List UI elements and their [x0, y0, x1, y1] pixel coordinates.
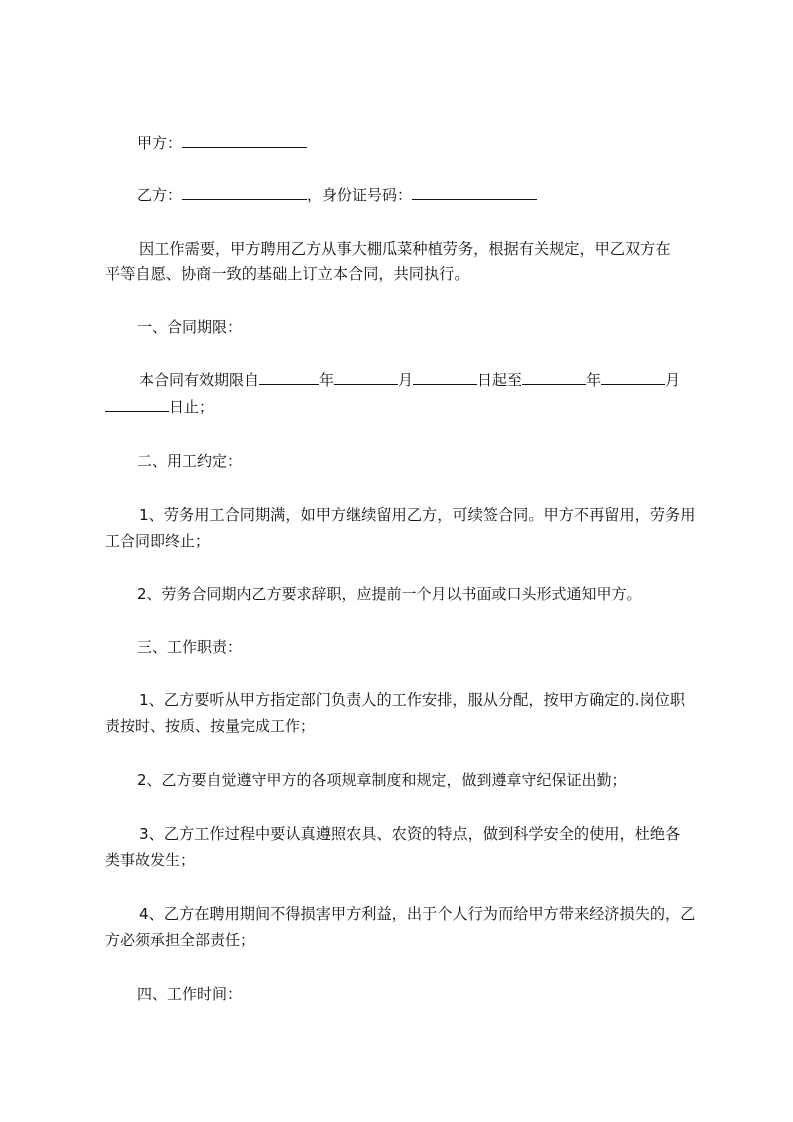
section-3-item-3-line-1: 3、乙方工作过程中要认真遵照农具、农资的特点，做到科学安全的使用，杜绝各: [139, 825, 681, 843]
party-a-line: [137, 133, 307, 153]
section-1-heading: 一、合同期限：: [137, 318, 243, 336]
end-day-blank: [105, 397, 169, 412]
section-3-item-1-line-2: 责按时、按质、按量完成工作；: [105, 717, 316, 735]
party-b-line: [137, 185, 537, 205]
party-a-blank: [182, 133, 307, 148]
end-year-blank: [522, 370, 586, 385]
start-month-blank: [334, 370, 398, 385]
end-month-label: 月: [665, 371, 681, 389]
start-day-label: 日起至: [477, 371, 523, 389]
section-3-item-4-line-1: 4、乙方在聘用期间不得损害甲方利益，出于个人行为而给甲方带来经济损失的，乙: [139, 905, 696, 923]
end-year-label: 年: [586, 371, 602, 389]
section-2-heading: 二、用工约定：: [137, 452, 243, 470]
section-2-item-1-line-2: 工合同即终止；: [105, 532, 211, 550]
term-line-1: [139, 370, 680, 390]
section-2-item-1-line-1: 1、劳务用工合同期满，如甲方继续留用乙方，可续签合同。甲方不再留用，劳务用: [139, 506, 696, 524]
start-year-label: 年: [319, 371, 335, 389]
section-2-item-2: 2、劳务合同期内乙方要求辞职，应提前一个月以书面或口头形式通知甲方。: [137, 585, 642, 603]
party-b-blank: [182, 185, 307, 200]
section-3-heading: 三、工作职责：: [137, 638, 243, 656]
section-3-item-2: 2、乙方要自觉遵守甲方的各项规章制度和规定，做到遵章守纪保证出勤；: [137, 771, 627, 789]
end-day-label: 日止；: [169, 398, 215, 416]
party-a-label: 甲方：: [137, 134, 183, 152]
preamble-line-1: 因工作需要，甲方聘用乙方从事大棚瓜菜种植劳务，根据有关规定，甲乙双方在: [139, 240, 671, 258]
section-3-item-1-line-1: 1、乙方要听从甲方指定部门负责人的工作安排，服从分配，按甲方确定的.岗位职: [139, 691, 686, 709]
section-3-item-4-line-2: 方必须承担全部责任；: [105, 931, 256, 949]
id-number-label: ，身份证号码：: [307, 186, 413, 204]
party-b-label: 乙方：: [137, 186, 183, 204]
end-month-blank: [601, 370, 665, 385]
start-year-blank: [259, 370, 319, 385]
start-day-blank: [413, 370, 477, 385]
term-line-2: [105, 397, 214, 417]
term-prefix: 本合同有效期限自: [139, 371, 260, 389]
section-4-heading: 四、工作时间：: [137, 985, 243, 1003]
section-3-item-3-line-2: 类事故发生；: [105, 851, 196, 869]
id-number-blank: [412, 185, 537, 200]
preamble-line-2: 平等自愿、协商一致的基础上订立本合同，共同执行。: [105, 265, 470, 283]
start-month-label: 月: [398, 371, 414, 389]
